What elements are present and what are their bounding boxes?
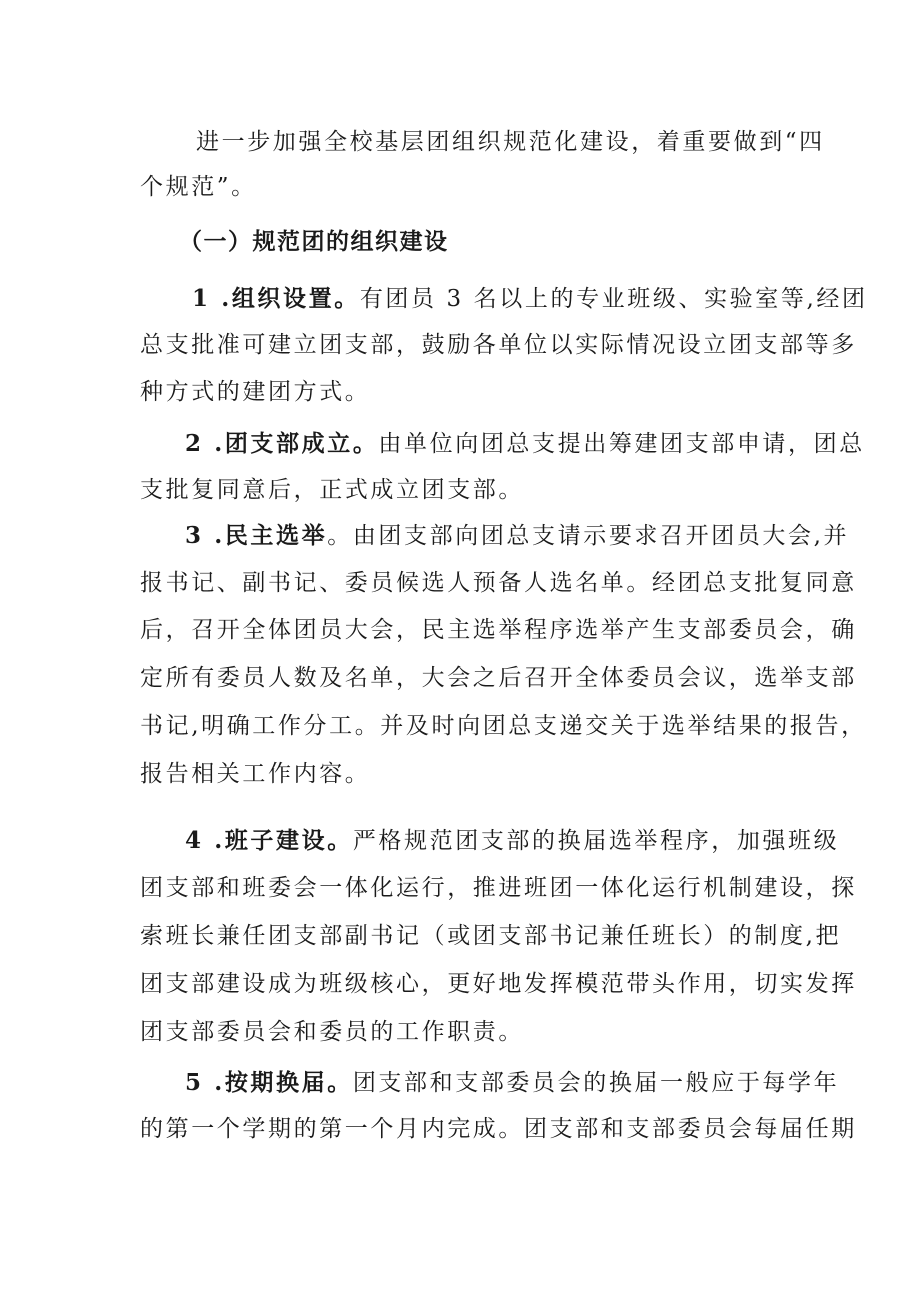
item-3-title: 3 .民主选举 bbox=[185, 522, 328, 549]
item-3-line-5: 书记,明确工作分工。并及时向团总支递交关于选举结果的报告， bbox=[140, 713, 867, 739]
item-4-line-1 bbox=[185, 825, 840, 857]
item-5-line-1 bbox=[185, 1067, 840, 1099]
item-1-title: 1 .组织设置。 bbox=[192, 285, 360, 312]
intro-line-2: 个规范”。 bbox=[140, 174, 257, 200]
item-4-title: 4 .班子建设。 bbox=[185, 827, 353, 854]
item-4-line-5: 团支部委员会和委员的工作职责。 bbox=[140, 1019, 524, 1045]
intro-line-1: 进一步加强全校基层团组织规范化建设，着重要做到“四 bbox=[196, 129, 825, 155]
item-3-line-6: 报告相关工作内容。 bbox=[140, 761, 371, 787]
item-1-text: 有团员 3 名以上的专业班级、实验室等,经团 bbox=[359, 286, 868, 312]
item-2-title: 2 .团支部成立。 bbox=[185, 430, 379, 457]
item-5-line-2: 的第一个学期的第一个月内完成。团支部和支部委员会每届任期 bbox=[140, 1116, 857, 1142]
section-heading: （一）规范团的组织建设 bbox=[179, 228, 449, 255]
item-4-line-4: 团支部建设成为班级核心，更好地发挥模范带头作用，切实发挥 bbox=[140, 971, 857, 997]
item-5-text: 团支部和支部委员会的换届一般应于每学年 bbox=[352, 1070, 840, 1096]
item-1-line-3: 种方式的建团方式。 bbox=[140, 379, 371, 405]
item-2-text: 由单位向团总支提出筹建团支部申请，团总 bbox=[378, 431, 865, 457]
item-2-line-2: 支批复同意后，正式成立团支部。 bbox=[140, 477, 524, 503]
item-3-line-2: 报书记、副书记、委员候选人预备人选名单。经团总支批复同意 bbox=[140, 570, 857, 596]
item-1-line-2: 总支批准可建立团支部，鼓励各单位以实际情况设立团支部等多 bbox=[140, 332, 857, 358]
item-1-line-1 bbox=[192, 283, 868, 315]
item-2-line-1 bbox=[185, 428, 865, 460]
item-3-line-1 bbox=[185, 520, 850, 552]
item-4-line-2: 团支部和班委会一体化运行，推进班团一体化运行机制建设，探 bbox=[140, 875, 857, 901]
item-4-text: 严格规范团支部的换届选举程序，加强班级 bbox=[352, 828, 840, 854]
item-4-line-3: 索班长兼任团支部副书记（或团支部书记兼任班长）的制度,把 bbox=[140, 923, 842, 949]
item-3-line-4: 定所有委员人数及名单，大会之后召开全体委员会议，选举支部 bbox=[140, 665, 857, 691]
item-3-line-3: 后，召开全体团员大会，民主选举程序选举产生支部委员会，确 bbox=[140, 617, 857, 643]
item-5-title: 5 .按期换届。 bbox=[185, 1069, 353, 1096]
item-3-text: 。由团支部向团总支请示要求召开团员大会,并 bbox=[327, 523, 850, 549]
